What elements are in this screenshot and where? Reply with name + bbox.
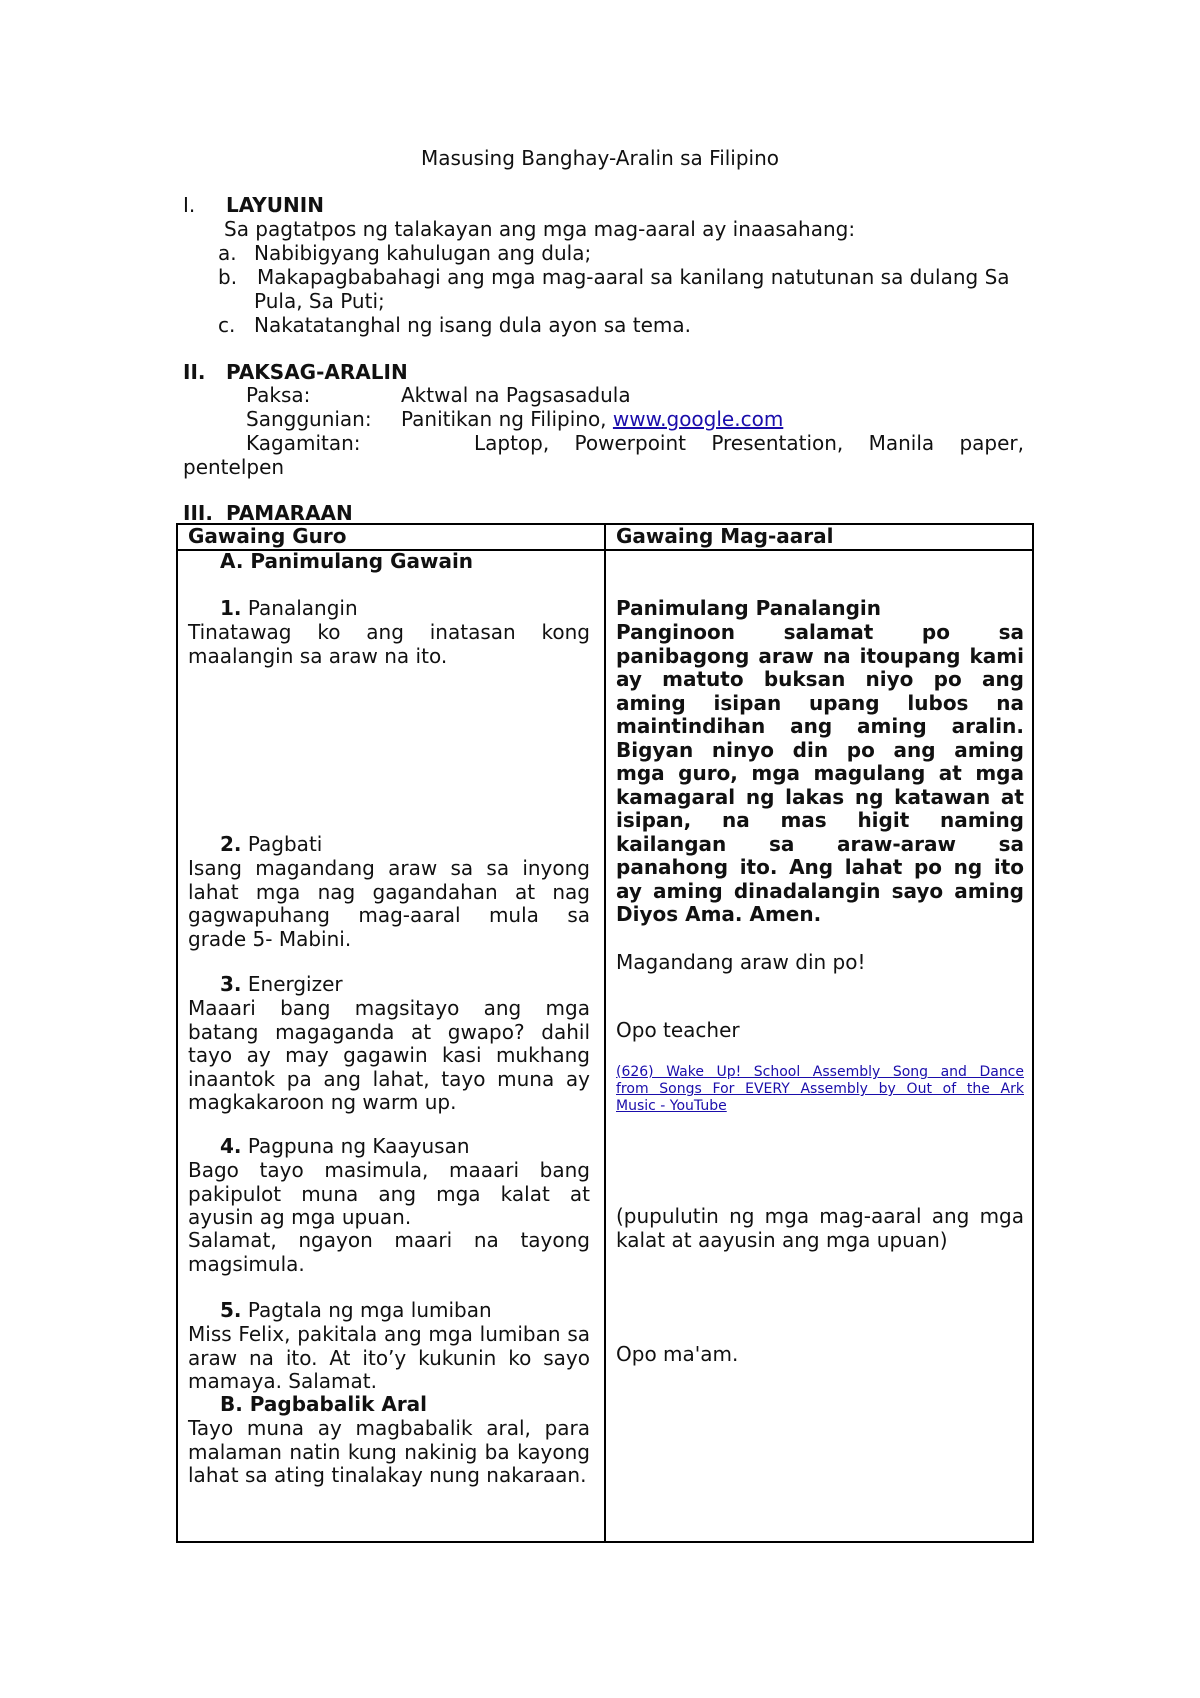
text-line: kalat at aayusin ang mga upuan): [616, 1227, 948, 1252]
text-line: grade 5- Mabini.: [188, 926, 352, 951]
text-line: inaantok pa ang lahat, tayo muna ay: [188, 1066, 590, 1091]
text-line: gagwapuhang mag-aaral mula sa: [188, 903, 590, 927]
text-line: isipan, na mas higit naming: [616, 808, 1024, 832]
text-line: Panginoon salamat po sa: [616, 620, 1024, 644]
kagamitan-word: Laptop,: [474, 431, 550, 455]
objective-c-text: Nakatatanghal ng isang dula ayon sa tema.: [254, 313, 691, 337]
objective-a-text: Nabibigyang kahulugan ang dula;: [254, 241, 592, 265]
student-opo-maam: Opo ma'am.: [616, 1342, 739, 1366]
text-line: araw na ito. At ito’y kukunin ko sayo: [188, 1345, 590, 1370]
step5-label: Pagtala ng mga lumiban: [247, 1298, 492, 1322]
text-line: kamagaral ng lakas ng katawan at: [616, 784, 1024, 809]
text-line: Diyos Ama. Amen.: [616, 902, 822, 926]
text-line: batang magaganda at gwapo? dahil: [188, 1019, 590, 1044]
step2-title: [220, 833, 622, 857]
step5-title: [220, 1299, 622, 1323]
text-line: Maaari bang magsitayo ang mga: [188, 996, 590, 1020]
text-line: tayo ay may gagawin kasi mukhang: [188, 1043, 590, 1067]
step3-title: [220, 973, 622, 997]
section1-heading: LAYUNIN: [226, 193, 324, 217]
step5-text: [188, 1323, 590, 1394]
objective-c-letter: c.: [218, 313, 236, 337]
sanggunian-value: [401, 407, 783, 431]
text-line: ay aming dinadalangin sayo aming: [616, 878, 1024, 903]
text-line: maintindihan ang aming aralin.: [616, 714, 1024, 738]
step1-title: [220, 597, 622, 621]
text-line: pakipulot muna ang mga kalat at: [188, 1181, 590, 1206]
text-line: panahong ito. Ang lahat po ng ito: [616, 855, 1024, 879]
step5-number: 5.: [220, 1298, 242, 1322]
section2-number: II.: [183, 360, 206, 384]
kagamitan-label: Kagamitan:: [246, 431, 361, 455]
page-title: Masusing Banghay-Aralin sa Filipino: [420, 146, 780, 170]
link-line[interactable]: (626) Wake Up! School Assembly Song and Dance: [616, 1064, 1024, 1080]
text-line: mga guro, mga magulang at mga: [616, 761, 1024, 785]
section-b-heading: B. Pagbabalik Aral: [220, 1392, 428, 1416]
section3-number: III.: [183, 501, 213, 525]
paksa-value: Aktwal na Pagsasadula: [401, 383, 631, 407]
sanggunian-text: Panitikan ng Filipino,: [401, 407, 607, 431]
step3-text: [188, 997, 590, 1115]
step2-number: 2.: [220, 832, 242, 856]
objective-b-continued: Pula, Sa Puti;: [254, 289, 385, 313]
step2-label: Pagbati: [247, 832, 323, 856]
kagamitan-word: Powerpoint: [574, 431, 687, 455]
step4-text: [188, 1159, 590, 1230]
col1-header: Gawaing Guro: [188, 524, 347, 548]
prayer-text: [616, 621, 1024, 927]
energizer-video-link[interactable]: [616, 1064, 1024, 1115]
step4-number: 4.: [220, 1134, 242, 1158]
text-line: malaman natin kung nakinig ba kayong: [188, 1439, 590, 1464]
text-line: Isang magandang araw sa sa inyong: [188, 856, 590, 880]
sanggunian-link[interactable]: www.google.com: [612, 407, 784, 431]
kagamitan-word: paper,: [959, 431, 1024, 455]
student-greeting: Magandang araw din po!: [616, 950, 866, 974]
kagamitan-word: Manila: [868, 431, 935, 455]
section2-heading: PAKSAG-ARALIN: [226, 360, 408, 384]
text-line: (pupulutin ng mga mag-aaral ang mga: [616, 1204, 1024, 1228]
link-line[interactable]: from Songs For EVERY Assembly by Out of the Ark: [616, 1081, 1024, 1097]
kagamitan-continued: pentelpen: [183, 455, 285, 479]
section1-number: I.: [183, 193, 196, 217]
text-line: magkakaroon ng warm up.: [188, 1090, 457, 1114]
paksa-label: Paksa:: [246, 383, 311, 407]
text-line: Tinatawag ko ang inatasan kong: [188, 620, 590, 644]
student-opo-teacher: Opo teacher: [616, 1018, 740, 1042]
step4-title: [220, 1135, 622, 1159]
step1-text: [188, 621, 590, 668]
section1-intro: Sa pagtatpos ng talakayan ang mga mag-aaral ay inaasahang:: [224, 217, 856, 241]
text-line: Bago tayo masimula, maaari bang: [188, 1158, 590, 1182]
text-line: kailangan sa araw-araw sa: [616, 831, 1024, 856]
link-line[interactable]: Music - YouTube: [616, 1098, 727, 1114]
text-line: lahat mga nag gagandahan at nag: [188, 879, 590, 904]
step1-label: Panalangin: [247, 596, 358, 620]
prayer-title: Panimulang Panalangin: [616, 596, 882, 620]
section-b-text: [188, 1417, 590, 1488]
text-line: ayusin ag mga upuan.: [188, 1205, 412, 1229]
sanggunian-label: Sanggunian:: [246, 407, 372, 431]
text-line: ay matuto buksan niyo po ang: [616, 667, 1024, 691]
text-line: Salamat, ngayon maari na tayong: [188, 1228, 590, 1252]
section-a-heading: A. Panimulang Gawain: [220, 549, 474, 573]
objective-a-letter: a.: [218, 241, 237, 265]
step3-number: 3.: [220, 972, 242, 996]
text-line: magsimula.: [188, 1251, 305, 1276]
text-line: lahat sa ating tinalakay nung nakaraan.: [188, 1463, 587, 1487]
pamaraan-table: [176, 523, 1034, 1543]
text-line: maalangin sa araw na ito.: [188, 643, 448, 668]
text-line: mamaya. Salamat.: [188, 1369, 377, 1393]
step2-text: [188, 857, 590, 951]
kagamitan-word: Presentation,: [711, 431, 844, 455]
objective-b-text: Makapagbabahagi ang mga mag-aaral sa kanilang natutunan sa dulang Sa: [257, 265, 1010, 289]
student-cleanup: [616, 1205, 1024, 1252]
section3-heading: PAMARAAN: [226, 501, 353, 525]
text-line: Bigyan ninyo din po ang aming: [616, 737, 1024, 762]
text-line: panibagong araw na itoupang kami: [616, 643, 1024, 668]
step1-number: 1.: [220, 596, 242, 620]
kagamitan-values: [474, 431, 1024, 455]
text-line: Tayo muna ay magbabalik aral, para: [188, 1416, 590, 1440]
table-column-divider: [604, 525, 606, 1541]
text-line: aming isipan upang lubos na: [616, 690, 1024, 715]
col2-header: Gawaing Mag-aaral: [616, 524, 834, 548]
step4-text-2: [188, 1229, 590, 1276]
step4-label: Pagpuna ng Kaayusan: [247, 1134, 470, 1158]
objective-b-letter: b.: [218, 265, 238, 289]
step3-label: Energizer: [247, 972, 343, 996]
text-line: Miss Felix, pakitala ang mga lumiban sa: [188, 1322, 590, 1346]
